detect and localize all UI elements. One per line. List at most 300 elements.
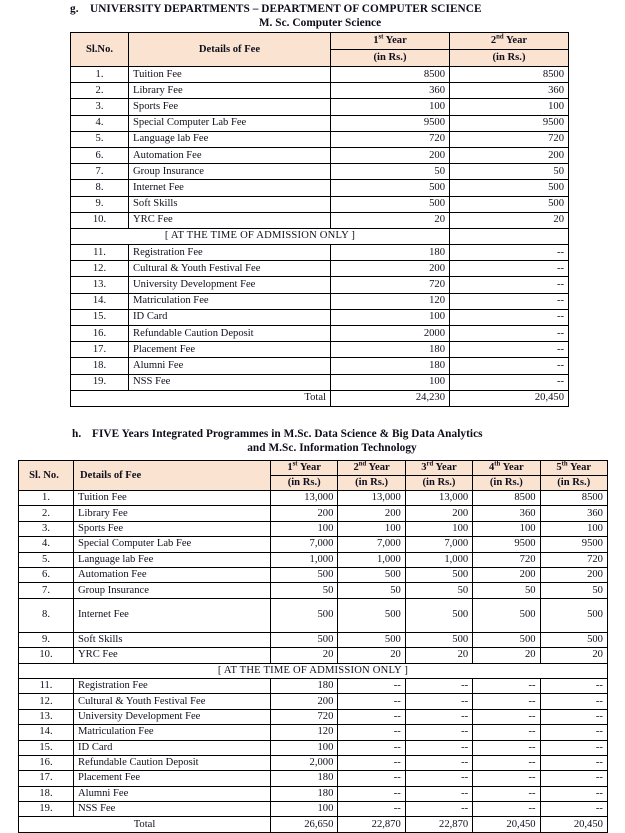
row-year-2-value: -- [338, 802, 405, 817]
section-g-subtitle: M. Sc. Computer Science [258, 17, 382, 29]
table2-head [19, 461, 608, 491]
total-year-2-value: 20,450 [450, 390, 569, 406]
row-year-1-value: 8500 [331, 67, 450, 83]
row-fee-label: Alumni Fee [129, 358, 331, 374]
row-fee-label: Library Fee [74, 506, 271, 521]
row-year-1-value: 100 [271, 521, 338, 536]
total-row [19, 817, 608, 832]
row-year-3-value: -- [405, 678, 472, 693]
table-row [71, 67, 569, 83]
table-row [71, 131, 569, 147]
section-h-heading [72, 427, 592, 455]
msc-computer-science-fee-table-wrap [70, 32, 568, 407]
row-year-5-value: 100 [540, 521, 607, 536]
section-h-letter: h. [72, 428, 82, 440]
row-year-2-value: 50 [338, 583, 405, 598]
table1-head [71, 33, 569, 67]
row-serial-number: 2. [71, 83, 129, 99]
row-year-5-value: -- [540, 771, 607, 786]
row-serial-number: 3. [71, 99, 129, 115]
table-row [19, 567, 608, 582]
row-fee-label: Library Fee [129, 83, 331, 99]
total-year-3-value: 22,870 [405, 817, 472, 832]
row-year-2-value: 20 [338, 648, 405, 663]
row-year-3-value: 7,000 [405, 537, 472, 552]
row-year-2-value: -- [450, 342, 569, 358]
total-year-1-value: 26,650 [271, 817, 338, 832]
row-fee-label: YRC Fee [74, 648, 271, 663]
row-fee-label: Soft Skills [74, 632, 271, 647]
row-year-3-value: -- [405, 786, 472, 801]
row-year-5-value: -- [540, 694, 607, 709]
row-fee-label: Soft Skills [129, 196, 331, 212]
row-serial-number: 13. [71, 277, 129, 293]
row-year-3-value: -- [405, 694, 472, 709]
row-year-2-value: 500 [450, 180, 569, 196]
total-year-4-value: 20,450 [473, 817, 540, 832]
ordinal-suffix: th [494, 460, 501, 468]
row-year-5-value: -- [540, 725, 607, 740]
row-year-5-value: 360 [540, 506, 607, 521]
row-year-1-value: 100 [271, 802, 338, 817]
table2-header-year-4: 4th Year [473, 461, 540, 476]
row-serial-number: 7. [71, 164, 129, 180]
row-serial-number: 19. [19, 802, 74, 817]
table1-header-details: Details of Fee [129, 33, 331, 67]
row-year-2-value: 100 [338, 521, 405, 536]
row-fee-label: ID Card [129, 309, 331, 325]
row-fee-label: Language lab Fee [74, 552, 271, 567]
row-year-1-value: 180 [271, 678, 338, 693]
row-fee-label: Alumni Fee [74, 786, 271, 801]
row-fee-label: Registration Fee [74, 678, 271, 693]
table-row [19, 506, 608, 521]
table-row [71, 83, 569, 99]
row-year-3-value: 50 [405, 583, 472, 598]
row-year-4-value: -- [473, 678, 540, 693]
row-serial-number: 18. [71, 358, 129, 374]
row-serial-number: 2. [19, 506, 74, 521]
row-serial-number: 12. [19, 694, 74, 709]
table-row [71, 277, 569, 293]
row-year-2-value: 50 [450, 164, 569, 180]
row-year-1-value: 180 [271, 771, 338, 786]
table-row [71, 245, 569, 261]
row-year-2-value: -- [338, 771, 405, 786]
row-fee-label: NSS Fee [74, 802, 271, 817]
row-fee-label: Cultural & Youth Festival Fee [74, 694, 271, 709]
row-year-3-value: -- [405, 725, 472, 740]
admission-banner-row [19, 663, 608, 678]
ordinal-suffix: rd [426, 460, 434, 468]
row-serial-number: 9. [71, 196, 129, 212]
row-year-3-value: -- [405, 740, 472, 755]
row-fee-label: Automation Fee [74, 567, 271, 582]
row-fee-label: Matriculation Fee [74, 725, 271, 740]
section-g-title: UNIVERSITY DEPARTMENTS – DEPARTMENT OF COMPUTER SCIENCE [90, 3, 482, 15]
row-year-5-value: 200 [540, 567, 607, 582]
row-fee-label: YRC Fee [129, 212, 331, 228]
row-serial-number: 4. [71, 115, 129, 131]
row-fee-label: Matriculation Fee [129, 293, 331, 309]
row-serial-number: 5. [19, 552, 74, 567]
total-year-2-value: 22,870 [338, 817, 405, 832]
table-row [19, 678, 608, 693]
table-row [19, 725, 608, 740]
row-year-1-value: 500 [271, 598, 338, 632]
row-year-2-value: 9500 [450, 115, 569, 131]
row-year-2-value: -- [338, 755, 405, 770]
row-year-4-value: 200 [473, 567, 540, 582]
row-year-5-value: 8500 [540, 491, 607, 506]
table-row [71, 374, 569, 390]
row-year-4-value: 500 [473, 632, 540, 647]
row-year-2-value: 200 [450, 147, 569, 163]
row-year-2-value: -- [450, 245, 569, 261]
row-serial-number: 14. [71, 293, 129, 309]
row-year-4-value: 8500 [473, 491, 540, 506]
row-year-1-value: 500 [271, 567, 338, 582]
row-serial-number: 15. [71, 309, 129, 325]
row-fee-label: Tuition Fee [74, 491, 271, 506]
row-year-5-value: 50 [540, 583, 607, 598]
table-row [19, 598, 608, 632]
row-year-3-value: 1,000 [405, 552, 472, 567]
table-row [19, 552, 608, 567]
row-year-1-value: 180 [271, 786, 338, 801]
row-serial-number: 7. [19, 583, 74, 598]
row-year-5-value: -- [540, 678, 607, 693]
table-row [71, 180, 569, 196]
row-year-2-value: -- [338, 786, 405, 801]
table2-header-row-1 [19, 461, 608, 476]
row-year-1-value: 100 [331, 374, 450, 390]
row-year-4-value: -- [473, 725, 540, 740]
total-year-5-value: 20,450 [540, 817, 607, 832]
row-year-3-value: 100 [405, 521, 472, 536]
table-row [71, 342, 569, 358]
table2-header-slno: Sl. No. [19, 461, 74, 491]
row-fee-label: Refundable Caution Deposit [74, 755, 271, 770]
row-fee-label: Sports Fee [74, 521, 271, 536]
table2-header-details: Details of Fee [74, 461, 271, 491]
row-year-1-value: 100 [331, 99, 450, 115]
row-year-4-value: 9500 [473, 537, 540, 552]
row-serial-number: 15. [19, 740, 74, 755]
row-year-1-value: 720 [331, 131, 450, 147]
table2-header-unit-5: (in Rs.) [540, 476, 607, 491]
row-serial-number: 17. [19, 771, 74, 786]
table-row [19, 632, 608, 647]
admission-banner-label: [ AT THE TIME OF ADMISSION ONLY ] [71, 228, 450, 244]
row-year-1-value: 200 [331, 261, 450, 277]
table1-body [71, 67, 569, 407]
table1-header-year-1: 1st Year [331, 33, 450, 50]
table2-header-unit-4: (in Rs.) [473, 476, 540, 491]
row-year-4-value: 50 [473, 583, 540, 598]
row-serial-number: 3. [19, 521, 74, 536]
row-year-2-value: 20 [450, 212, 569, 228]
row-year-1-value: 7,000 [271, 537, 338, 552]
table2-header-year-2: 2nd Year [338, 461, 405, 476]
section-g-letter: g. [70, 3, 79, 15]
table-row [71, 212, 569, 228]
row-year-1-value: 120 [271, 725, 338, 740]
admission-banner-label: [ AT THE TIME OF ADMISSION ONLY ] [19, 663, 608, 678]
total-year-1-value: 24,230 [331, 390, 450, 406]
row-year-2-value: -- [338, 709, 405, 724]
table-row [19, 709, 608, 724]
section-h-title-line-1: FIVE Years Integrated Programmes in M.Sc. Data Science & Big Data Analytics [92, 428, 483, 440]
row-year-2-value: 7,000 [338, 537, 405, 552]
row-year-4-value: -- [473, 740, 540, 755]
row-year-3-value: -- [405, 755, 472, 770]
row-year-1-value: 50 [331, 164, 450, 180]
section-g-heading [70, 2, 570, 30]
table-row [19, 648, 608, 663]
row-fee-label: Internet Fee [129, 180, 331, 196]
table-row [19, 521, 608, 536]
row-year-5-value: -- [540, 802, 607, 817]
row-year-1-value: 180 [331, 245, 450, 261]
row-year-1-value: 20 [271, 648, 338, 663]
table-row [71, 293, 569, 309]
row-year-2-value: 500 [338, 567, 405, 582]
table-row [19, 537, 608, 552]
row-serial-number: 18. [19, 786, 74, 801]
row-year-1-value: 200 [271, 694, 338, 709]
row-fee-label: Group Insurance [129, 164, 331, 180]
row-fee-label: Placement Fee [74, 771, 271, 786]
row-fee-label: Special Computer Lab Fee [129, 115, 331, 131]
row-serial-number: 19. [71, 374, 129, 390]
table-row [19, 802, 608, 817]
row-serial-number: 14. [19, 725, 74, 740]
row-year-2-value: -- [450, 293, 569, 309]
table2-header-unit-2: (in Rs.) [338, 476, 405, 491]
row-year-1-value: 1,000 [271, 552, 338, 567]
table-row [71, 99, 569, 115]
row-serial-number: 17. [71, 342, 129, 358]
row-serial-number: 10. [71, 212, 129, 228]
table-row [19, 694, 608, 709]
five-year-integrated-fee-table-wrap [18, 460, 607, 833]
row-year-4-value: -- [473, 755, 540, 770]
msc-computer-science-fee-table [70, 32, 569, 407]
ordinal-suffix: st [292, 460, 298, 468]
row-year-1-value: 500 [331, 196, 450, 212]
row-year-1-value: 360 [331, 83, 450, 99]
table-row [71, 164, 569, 180]
row-year-3-value: -- [405, 771, 472, 786]
row-year-2-value: -- [450, 326, 569, 342]
row-year-5-value: 20 [540, 648, 607, 663]
row-year-1-value: 500 [331, 180, 450, 196]
row-year-3-value: 13,000 [405, 491, 472, 506]
table2-header-year-5: 5th Year [540, 461, 607, 476]
row-year-1-value: 200 [271, 506, 338, 521]
row-year-1-value: 720 [331, 277, 450, 293]
table2-header-unit-3: (in Rs.) [405, 476, 472, 491]
total-label: Total [19, 817, 271, 832]
row-fee-label: Sports Fee [129, 99, 331, 115]
row-year-3-value: 200 [405, 506, 472, 521]
row-year-5-value: -- [540, 786, 607, 801]
row-year-2-value: 13,000 [338, 491, 405, 506]
row-fee-label: Refundable Caution Deposit [129, 326, 331, 342]
row-year-1-value: 180 [331, 342, 450, 358]
row-fee-label: Special Computer Lab Fee [74, 537, 271, 552]
section-h-title-line-2: and M.Sc. Information Technology [247, 442, 417, 454]
row-fee-label: Tuition Fee [129, 67, 331, 83]
row-year-4-value: 360 [473, 506, 540, 521]
row-year-1-value: 9500 [331, 115, 450, 131]
row-year-1-value: 500 [271, 632, 338, 647]
row-year-1-value: 13,000 [271, 491, 338, 506]
table-row [71, 196, 569, 212]
table-row [19, 771, 608, 786]
row-year-1-value: 2000 [331, 326, 450, 342]
row-year-2-value: -- [450, 277, 569, 293]
table2-header-unit-1: (in Rs.) [271, 476, 338, 491]
table1-header-unit-1: (in Rs.) [331, 50, 450, 67]
row-fee-label: NSS Fee [129, 374, 331, 390]
row-year-1-value: 200 [331, 147, 450, 163]
row-fee-label: Language lab Fee [129, 131, 331, 147]
row-year-5-value: -- [540, 740, 607, 755]
admission-banner-row [71, 228, 569, 244]
row-fee-label: ID Card [74, 740, 271, 755]
table-row [19, 583, 608, 598]
row-year-4-value: 720 [473, 552, 540, 567]
row-year-3-value: 500 [405, 567, 472, 582]
row-year-3-value: -- [405, 802, 472, 817]
row-year-2-value: -- [450, 358, 569, 374]
row-year-2-value: -- [450, 309, 569, 325]
row-fee-label: Placement Fee [129, 342, 331, 358]
table1-header-unit-2: (in Rs.) [450, 50, 569, 67]
row-fee-label: Group Insurance [74, 583, 271, 598]
row-year-4-value: -- [473, 771, 540, 786]
row-serial-number: 10. [19, 648, 74, 663]
row-serial-number: 6. [71, 147, 129, 163]
row-year-1-value: 100 [271, 740, 338, 755]
row-year-2-value: 1,000 [338, 552, 405, 567]
table2-body [19, 491, 608, 833]
table1-header-year-2: 2nd Year [450, 33, 569, 50]
row-year-2-value: -- [338, 740, 405, 755]
five-year-integrated-fee-table [18, 460, 608, 833]
row-fee-label: Cultural & Youth Festival Fee [129, 261, 331, 277]
ordinal-suffix: st [378, 33, 384, 41]
row-year-1-value: 50 [271, 583, 338, 598]
row-serial-number: 16. [19, 755, 74, 770]
row-year-2-value: 500 [338, 598, 405, 632]
row-year-4-value: 100 [473, 521, 540, 536]
row-year-4-value: 500 [473, 598, 540, 632]
row-serial-number: 5. [71, 131, 129, 147]
row-fee-label: Registration Fee [129, 245, 331, 261]
row-year-4-value: -- [473, 709, 540, 724]
row-year-5-value: 500 [540, 632, 607, 647]
row-year-2-value: -- [450, 374, 569, 390]
ordinal-suffix: nd [358, 460, 367, 468]
row-serial-number: 9. [19, 632, 74, 647]
table-row [19, 755, 608, 770]
table-row [71, 147, 569, 163]
row-year-2-value: -- [338, 678, 405, 693]
row-year-2-value: -- [338, 725, 405, 740]
row-year-3-value: -- [405, 709, 472, 724]
table-row [71, 358, 569, 374]
row-year-1-value: 120 [331, 293, 450, 309]
table-row [19, 491, 608, 506]
row-year-2-value: 720 [450, 131, 569, 147]
table-row [19, 786, 608, 801]
table-row [19, 740, 608, 755]
total-row [71, 390, 569, 406]
ordinal-suffix: nd [496, 33, 504, 41]
row-serial-number: 11. [71, 245, 129, 261]
row-year-1-value: 180 [331, 358, 450, 374]
row-serial-number: 1. [71, 67, 129, 83]
table-row [71, 326, 569, 342]
row-year-2-value: 500 [338, 632, 405, 647]
row-year-2-value: 360 [450, 83, 569, 99]
table2-header-year-1: 1st Year [271, 461, 338, 476]
table-row [71, 309, 569, 325]
row-year-2-value: 200 [338, 506, 405, 521]
row-year-5-value: -- [540, 709, 607, 724]
row-year-4-value: -- [473, 802, 540, 817]
table-row [71, 261, 569, 277]
row-year-2-value: 8500 [450, 67, 569, 83]
row-year-5-value: -- [540, 755, 607, 770]
table-row [71, 115, 569, 131]
row-serial-number: 11. [19, 678, 74, 693]
row-year-4-value: -- [473, 786, 540, 801]
row-serial-number: 12. [71, 261, 129, 277]
table2-header-year-3: 3rd Year [405, 461, 472, 476]
row-serial-number: 8. [71, 180, 129, 196]
row-year-1-value: 20 [331, 212, 450, 228]
row-fee-label: University Development Fee [129, 277, 331, 293]
row-year-5-value: 9500 [540, 537, 607, 552]
row-serial-number: 16. [71, 326, 129, 342]
table1-header-slno: Sl.No. [71, 33, 129, 67]
row-fee-label: Internet Fee [74, 598, 271, 632]
row-serial-number: 6. [19, 567, 74, 582]
row-serial-number: 1. [19, 491, 74, 506]
row-fee-label: University Development Fee [74, 709, 271, 724]
row-year-4-value: 20 [473, 648, 540, 663]
total-label: Total [71, 390, 331, 406]
admission-banner-empty-cell [450, 228, 569, 244]
row-year-2-value: 500 [450, 196, 569, 212]
row-serial-number: 13. [19, 709, 74, 724]
row-fee-label: Automation Fee [129, 147, 331, 163]
row-year-3-value: 20 [405, 648, 472, 663]
row-year-3-value: 500 [405, 632, 472, 647]
row-year-1-value: 100 [331, 309, 450, 325]
row-serial-number: 4. [19, 537, 74, 552]
row-year-2-value: -- [338, 694, 405, 709]
row-year-5-value: 500 [540, 598, 607, 632]
row-serial-number: 8. [19, 598, 74, 632]
row-year-3-value: 500 [405, 598, 472, 632]
row-year-2-value: 100 [450, 99, 569, 115]
row-year-5-value: 720 [540, 552, 607, 567]
